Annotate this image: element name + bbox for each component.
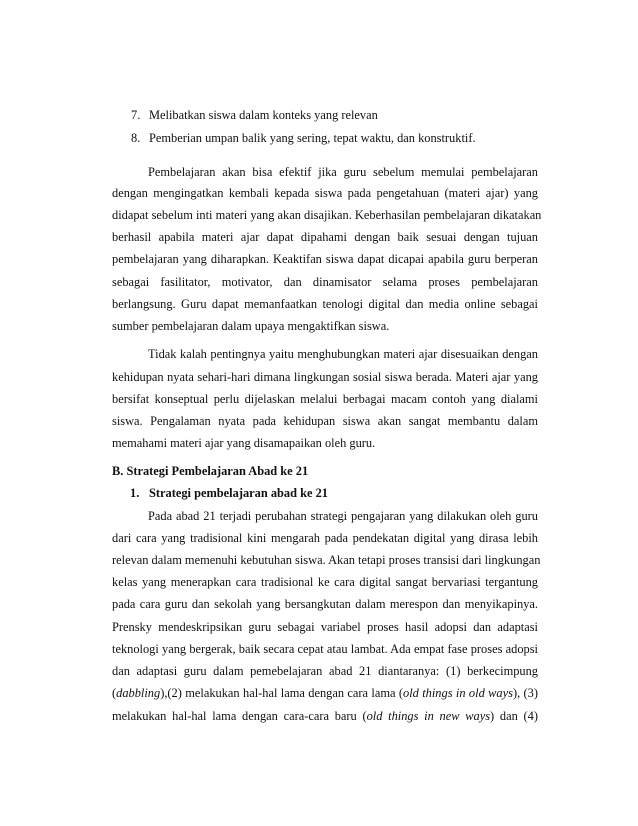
- subheading-title: Strategi pembelajaran abad ke 21: [149, 486, 328, 500]
- italic-term: old things in old ways: [403, 686, 513, 700]
- section-heading-b: B. Strategi Pembelajaran Abad ke 21: [112, 464, 309, 478]
- text-run: ) dan (4): [490, 709, 538, 723]
- paragraph1-line: dengan mengingatkan kembali kepada siswa pada pengetahuan (materi ajar) yang: [112, 186, 538, 200]
- paragraph3-line: dan adaptasi guru dalam pemebelajaran abad 21 diantaranya: (1) berkecimpung: [112, 664, 538, 678]
- text-run: (: [112, 686, 117, 700]
- paragraph1-line: berhasil apabila materi ajar dapat dipahami dengan baik sesuai dengan tujuan: [112, 230, 538, 244]
- paragraph2-line: Tidak kalah pentingnya yaitu menghubungkan materi ajar disesuaikan dengan: [148, 347, 538, 361]
- paragraph2-line: siswa. Pengalaman nyata pada kehidupan siswa akan sangat membantu dalam: [112, 414, 538, 428]
- paragraph1-line: didapat sebelum inti materi yang akan disajikan. Keberhasilan pembelajaran dikatakan: [112, 208, 542, 222]
- paragraph1-line: Pembelajaran akan bisa efektif jika guru sebelum memulai pembelajaran: [148, 165, 538, 179]
- paragraph3-line: pada cara guru dan sekolah yang bersangkutan dalam merespon dan menyikapinya.: [112, 597, 538, 611]
- paragraph3-line-dabbling: [112, 685, 538, 701]
- italic-term: old things in new ways: [366, 709, 491, 723]
- paragraph3-line: Prensky mendeskripsikan guru sebagai variabel proses hasil adopsi dan adaptasi: [112, 620, 538, 634]
- paragraph3-line: Pada abad 21 terjadi perubahan strategi pengajaran yang dilakukan oleh guru: [148, 509, 538, 523]
- subheading-number: 1.: [130, 486, 140, 500]
- paragraph1-line: sumber pembelajaran dalam upaya mengaktifkan siswa.: [112, 319, 390, 333]
- paragraph3-line: teknologi yang bergerak, baik secara cepat atau lambat. Ada empat fase proses adopsi: [112, 642, 538, 656]
- paragraph3-line: kelas yang menerapkan cara tradisional ke cara digital sangat bervariasi tergantung: [112, 575, 538, 589]
- paragraph2-line: memahami materi ajar yang disamapaikan oleh guru.: [112, 436, 376, 450]
- paragraph1-line: sebagai fasilitator, motivator, dan dinamisator selama proses pembelajaran: [112, 275, 538, 289]
- list-item-7: Melibatkan siswa dalam konteks yang relevan: [149, 108, 378, 122]
- list-item-8: Pemberian umpan balik yang sering, tepat waktu, dan konstruktif.: [149, 131, 476, 145]
- paragraph1-line: berlangsung. Guru dapat memanfaatkan tenologi digital dan media online sebagai: [112, 297, 538, 311]
- paragraph2-line: kehidupan nyata sehari-hari dimana lingkungan sosial siswa berada. Materi ajar yang: [112, 370, 538, 384]
- paragraph1-line: pembelajaran yang diharapkan. Keaktifan siswa dapat dicapai apabila guru berperan: [112, 252, 538, 266]
- paragraph3-line-last: [112, 708, 538, 724]
- paragraph3-line: relevan dalam memenuhi kebutuhan siswa. Akan tetapi proses transisi dari lingkungan: [112, 553, 541, 567]
- paragraph2-line: bersifat konseptual perlu dijelaskan melalui berbagai macam contoh yang dialami: [112, 392, 538, 406]
- text-run: ), (3): [512, 686, 538, 700]
- list-number-7: 7.: [131, 108, 141, 122]
- list-number-8: 8.: [131, 131, 141, 145]
- italic-term: dabbling: [116, 686, 161, 700]
- paragraph3-line: dari cara yang tradisional kini mengarah pada pendekatan digital yang dirasa lebih: [112, 531, 538, 545]
- text-run: ),(2) melakukan hal-hal lama dengan cara lama (: [160, 686, 404, 700]
- text-run: melakukan hal-hal lama dengan cara-cara baru (: [112, 709, 367, 723]
